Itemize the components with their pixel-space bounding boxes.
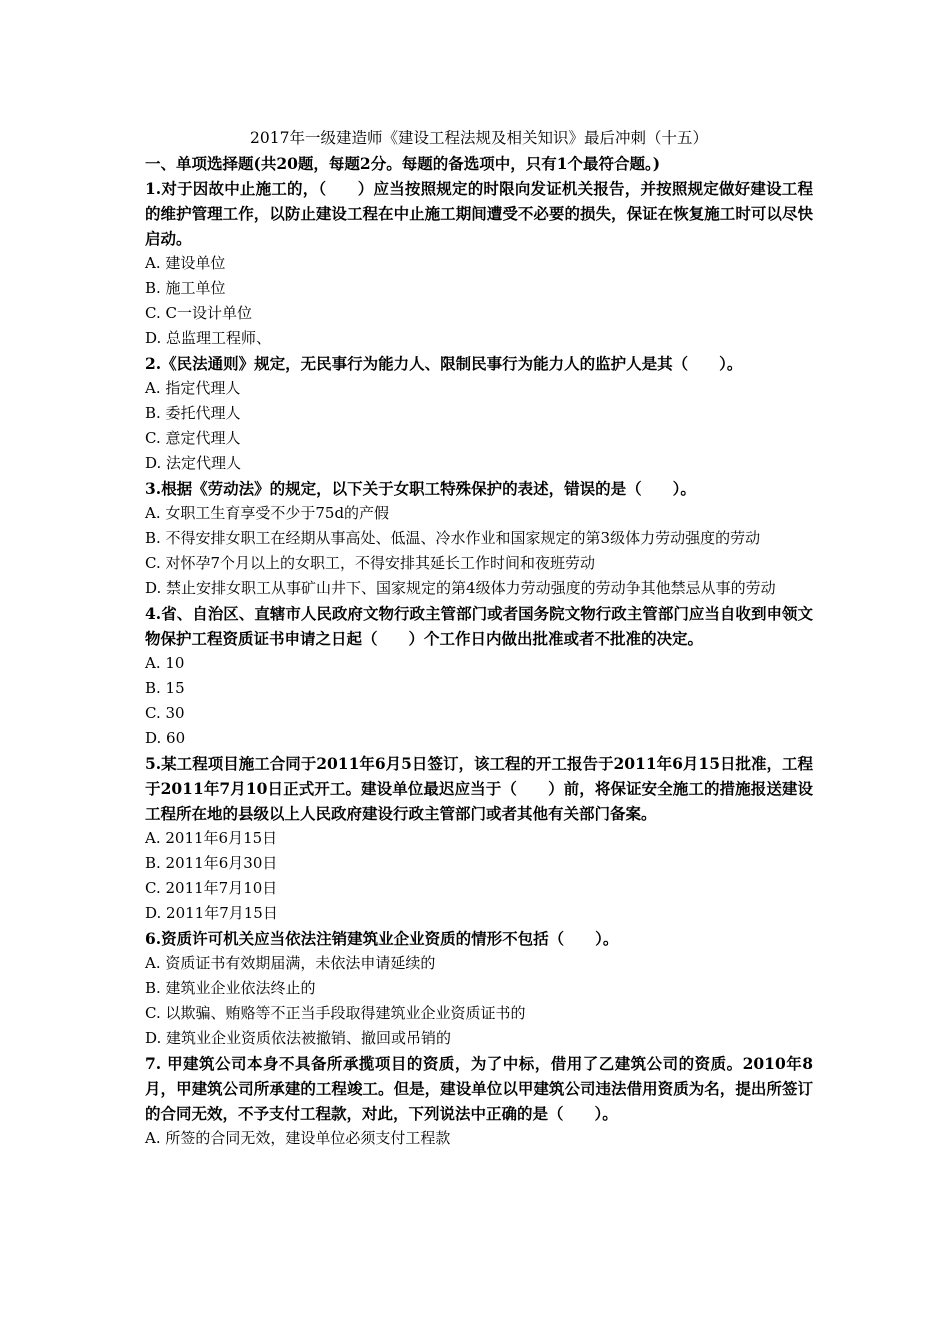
document-page [145, 126, 813, 1151]
option-c: C. C一设计单位 [145, 304, 252, 322]
question-6 [145, 926, 813, 1051]
question-3 [145, 476, 813, 601]
question-stem: 6.资质许可机关应当依法注销建筑业企业资质的情形不包括（ ）。 [145, 929, 619, 948]
option-b: B. 委托代理人 [145, 404, 241, 422]
question-stem: 2.《民法通则》规定，无民事行为能力人、限制民事行为能力人的监护人是其（ ）。 [145, 354, 743, 373]
option-a: A. 10 [145, 654, 185, 672]
option-d: D. 2011年7月15日 [145, 904, 278, 922]
option-d: D. 60 [145, 729, 186, 747]
question-7 [145, 1051, 813, 1151]
option-b: B. 15 [145, 679, 185, 697]
option-a: A. 2011年6月15日 [145, 829, 278, 847]
option-c: C. 意定代理人 [145, 429, 241, 447]
option-c: C. 对怀孕7个月以上的女职工，不得安排其延长工作时间和夜班劳动 [145, 554, 596, 572]
question-stem: 7. 甲建筑公司本身不具备所承揽项目的资质，为了中标，借用了乙建筑公司的资质。2010年8月，甲建筑公司所承建的工程竣工。但是，建设单位以甲建筑公司违法借用资质为名，提出所签订的合同无效，不予支付工程款，对此，下列说法中正确的是（ ）。 [145, 1054, 813, 1123]
option-b: B. 不得安排女职工在经期从事高处、低温、冷水作业和国家规定的第3级体力劳动强度的劳动 [145, 529, 761, 547]
option-a: A. 资质证书有效期届满，未依法申请延续的 [145, 954, 436, 972]
option-d: D. 禁止安排女职工从事矿山井下、国家规定的第4级体力劳动强度的劳动争其他禁忌从事的劳动 [145, 579, 776, 597]
option-a: A. 所签的合同无效，建设单位必须支付工程款 [145, 1129, 451, 1147]
option-a: A. 指定代理人 [145, 379, 241, 397]
question-5 [145, 751, 813, 926]
option-a: A. 建设单位 [145, 254, 226, 272]
question-stem: 1.对于因故中止施工的，（ ）应当按照规定的时限向发证机关报告，并按照规定做好建设工程的维护管理工作，以防止建设工程在中止施工期间遭受不必要的损失，保证在恢复施工时可以尽快启动。 [145, 179, 813, 248]
question-1 [145, 176, 813, 351]
section-heading: 一、单项选择题(共20题，每题2分。每题的备选项中，只有1个最符合题。) [145, 154, 661, 173]
option-a: A. 女职工生育享受不少于75d的产假 [145, 504, 390, 522]
option-c: C. 2011年7月10日 [145, 879, 278, 897]
option-d: D. 建筑业企业资质依法被撤销、撤回或吊销的 [145, 1029, 452, 1047]
question-stem: 4.省、自治区、直辖市人民政府文物行政主管部门或者国务院文物行政主管部门应当自收到申领文物保护工程资质证书申请之日起（ ）个工作日内做出批准或者不批准的决定。 [145, 604, 813, 648]
question-4 [145, 601, 813, 751]
option-c: C. 以欺骗、贿赂等不正当手段取得建筑业企业资质证书的 [145, 1004, 526, 1022]
option-b: B. 2011年6月30日 [145, 854, 278, 872]
document-title: 2017年一级建造师《建设工程法规及相关知识》最后冲刺（十五） [250, 129, 708, 147]
option-b: B. 建筑业企业依法终止的 [145, 979, 316, 997]
option-d: D. 法定代理人 [145, 454, 242, 472]
question-stem: 5.某工程项目施工合同于2011年6月5日签订，该工程的开工报告于2011年6月15日批准，工程于2011年7月10日正式开工。建设单位最迟应当于（ ）前，将保证安全施工的措施报送建设工程所在地的县级以上人民政府建设行政主管部门或者其他有关部门备案。 [145, 754, 813, 823]
option-d: D. 总监理工程师、 [145, 329, 272, 347]
option-b: B. 施工单位 [145, 279, 226, 297]
question-stem: 3.根据《劳动法》的规定，以下关于女职工特殊保护的表述，错误的是（ ）。 [145, 479, 696, 498]
option-c: C. 30 [145, 704, 185, 722]
question-2 [145, 351, 813, 476]
